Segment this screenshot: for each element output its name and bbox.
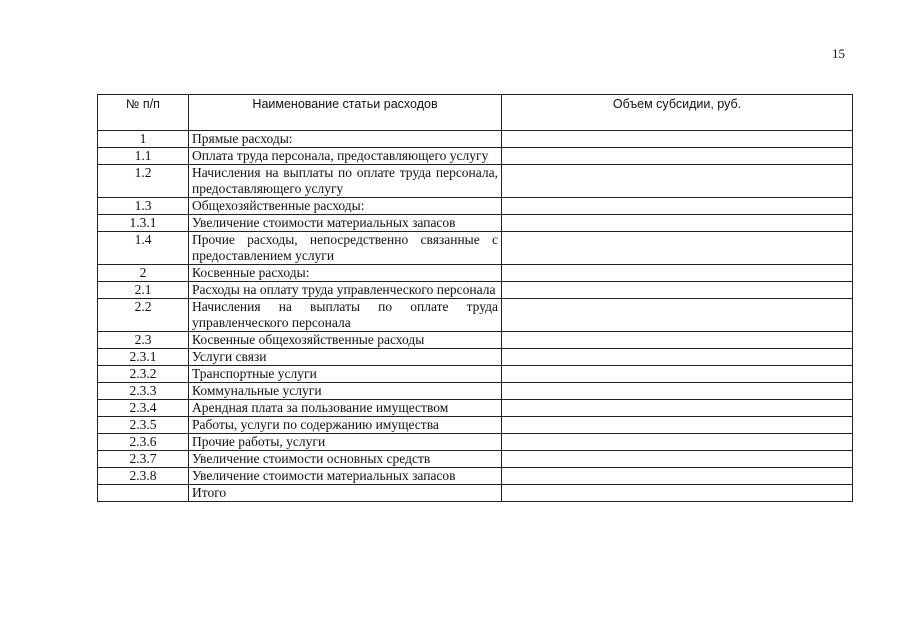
subsidy-amount-cell xyxy=(502,434,853,451)
table-row xyxy=(98,148,853,165)
row-number-cell: 2.3.7 xyxy=(98,451,189,468)
row-number-cell: 2.3.5 xyxy=(98,417,189,434)
table-row xyxy=(98,265,853,282)
table-row xyxy=(98,215,853,232)
row-number-cell: 1.3.1 xyxy=(98,215,189,232)
expense-name-cell: Увеличение стоимости материальных запасов xyxy=(189,468,502,485)
subsidy-amount-cell xyxy=(502,165,853,198)
subsidy-expense-table xyxy=(97,94,853,502)
subsidy-amount-cell xyxy=(502,215,853,232)
subsidy-amount-cell xyxy=(502,485,853,502)
row-number-cell: 2.3.4 xyxy=(98,400,189,417)
expense-name-cell: Расходы на оплату труда управленческого персонала xyxy=(189,282,502,299)
expense-name-cell: Транспортные услуги xyxy=(189,366,502,383)
row-number-cell: 2.3.3 xyxy=(98,383,189,400)
subsidy-amount-cell xyxy=(502,468,853,485)
table-row xyxy=(98,417,853,434)
table-row xyxy=(98,400,853,417)
subsidy-amount-cell xyxy=(502,349,853,366)
subsidy-amount-cell xyxy=(502,265,853,282)
expense-name-cell: Прочие расходы, непосредственно связанные с предоставлением услуги xyxy=(189,232,502,265)
row-number-cell xyxy=(98,485,189,502)
table-row xyxy=(98,485,853,502)
column-header-subsidy-amount: Объем субсидии, руб. xyxy=(502,95,853,131)
column-header-number: № п/п xyxy=(98,95,189,131)
expense-name-cell: Начисления на выплаты по оплате труда управленческого персонала xyxy=(189,299,502,332)
row-number-cell: 2.3.6 xyxy=(98,434,189,451)
row-number-cell: 2.3.2 xyxy=(98,366,189,383)
table-row xyxy=(98,131,853,148)
table-row xyxy=(98,198,853,215)
expense-name-cell: Увеличение стоимости основных средств xyxy=(189,451,502,468)
table-row xyxy=(98,434,853,451)
page-number: 15 xyxy=(832,46,845,61)
table-row xyxy=(98,332,853,349)
row-number-cell: 1.4 xyxy=(98,232,189,265)
subsidy-amount-cell xyxy=(502,131,853,148)
subsidy-amount-cell xyxy=(502,332,853,349)
row-number-cell: 2.3.8 xyxy=(98,468,189,485)
expense-name-cell: Арендная плата за пользование имуществом xyxy=(189,400,502,417)
row-number-cell: 2.3.1 xyxy=(98,349,189,366)
table-row xyxy=(98,282,853,299)
expense-name-cell: Прямые расходы: xyxy=(189,131,502,148)
table-header-row xyxy=(98,95,853,131)
expense-name-cell: Увеличение стоимости материальных запасов xyxy=(189,215,502,232)
table-row xyxy=(98,349,853,366)
subsidy-amount-cell xyxy=(502,148,853,165)
row-number-cell: 2.3 xyxy=(98,332,189,349)
expense-name-cell: Работы, услуги по содержанию имущества xyxy=(189,417,502,434)
table-row xyxy=(98,366,853,383)
subsidy-amount-cell xyxy=(502,400,853,417)
row-number-cell: 2 xyxy=(98,265,189,282)
expense-name-cell: Итого xyxy=(189,485,502,502)
table-row xyxy=(98,165,853,198)
subsidy-amount-cell xyxy=(502,366,853,383)
subsidy-amount-cell xyxy=(502,282,853,299)
column-header-expense-name: Наименование статьи расходов xyxy=(189,95,502,131)
subsidy-amount-cell xyxy=(502,232,853,265)
row-number-cell: 2.1 xyxy=(98,282,189,299)
expense-name-cell: Общехозяйственные расходы: xyxy=(189,198,502,215)
row-number-cell: 1.1 xyxy=(98,148,189,165)
table-row xyxy=(98,451,853,468)
row-number-cell: 2.2 xyxy=(98,299,189,332)
expense-name-cell: Оплата труда персонала, предоставляющего услугу xyxy=(189,148,502,165)
table-body xyxy=(98,131,853,502)
table-row xyxy=(98,299,853,332)
row-number-cell: 1.3 xyxy=(98,198,189,215)
subsidy-amount-cell xyxy=(502,299,853,332)
subsidy-amount-cell xyxy=(502,451,853,468)
table-row xyxy=(98,232,853,265)
expense-name-cell: Косвенные расходы: xyxy=(189,265,502,282)
table-row xyxy=(98,383,853,400)
expense-name-cell: Косвенные общехозяйственные расходы xyxy=(189,332,502,349)
subsidy-amount-cell xyxy=(502,383,853,400)
subsidy-amount-cell xyxy=(502,198,853,215)
expense-name-cell: Услуги связи xyxy=(189,349,502,366)
row-number-cell: 1.2 xyxy=(98,165,189,198)
subsidy-amount-cell xyxy=(502,417,853,434)
expense-name-cell: Коммунальные услуги xyxy=(189,383,502,400)
expense-name-cell: Начисления на выплаты по оплате труда персонала, предоставляющего услугу xyxy=(189,165,502,198)
row-number-cell: 1 xyxy=(98,131,189,148)
expense-name-cell: Прочие работы, услуги xyxy=(189,434,502,451)
table-row xyxy=(98,468,853,485)
